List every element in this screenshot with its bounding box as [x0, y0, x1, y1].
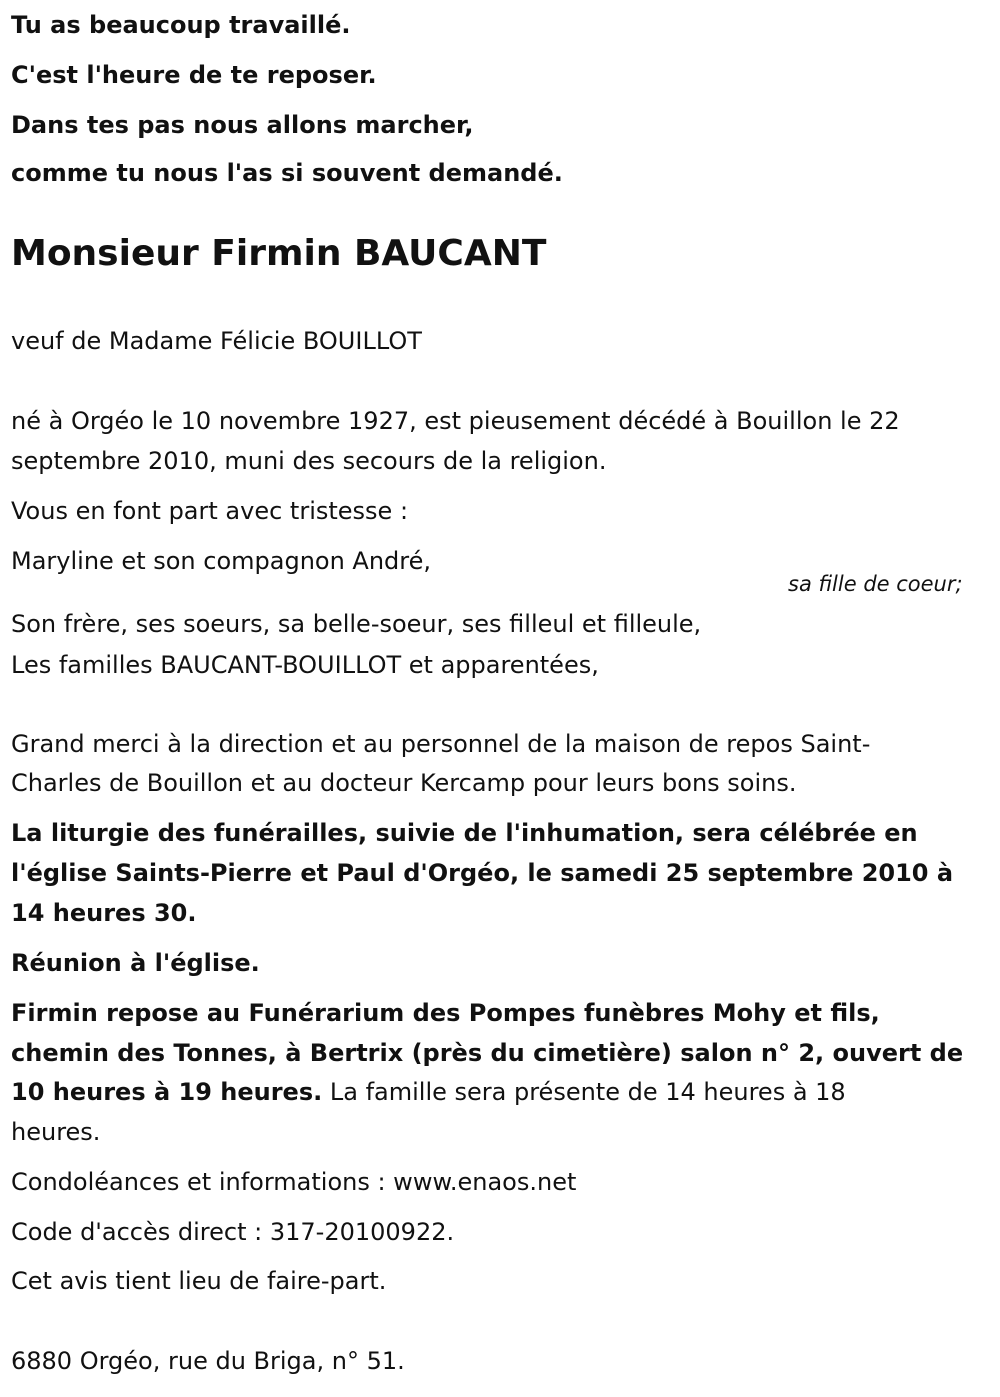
funeral-line-3: 14 heures 30.	[11, 899, 197, 927]
access-code-line: Code d'accès direct : 317-20100922.	[11, 1218, 455, 1246]
spouse-line: veuf de Madame Félicie BOUILLOT	[11, 327, 422, 355]
family-member-2: Son frère, ses soeurs, sa belle-soeur, ses filleul et filleule,	[11, 610, 702, 638]
visitation-hours: 10 heures à 19 heures.	[11, 1078, 323, 1106]
visitation-line-4: heures.	[11, 1118, 101, 1146]
thanks-line-1: Grand merci à la direction et au personnel de la maison de repos Saint-	[11, 730, 871, 758]
family-member-1-role: sa fille de coeur;	[788, 572, 963, 596]
visitation-family-presence: La famille sera présente de 14 heures à 18	[322, 1078, 846, 1106]
address-line: 6880 Orgéo, rue du Briga, n° 51.	[11, 1347, 405, 1375]
funeral-line-1: La liturgie des funérailles, suivie de l'inhumation, sera célébrée en	[11, 819, 918, 847]
birth-death-line-2: septembre 2010, muni des secours de la religion.	[11, 447, 607, 475]
family-member-1: Maryline et son compagnon André,	[11, 547, 432, 575]
poem-line-3: Dans tes pas nous allons marcher,	[11, 111, 474, 139]
thanks-line-2: Charles de Bouillon et au docteur Kercamp pour leurs bons soins.	[11, 769, 797, 797]
family-intro: Vous en font part avec tristesse :	[11, 497, 409, 525]
notice-line: Cet avis tient lieu de faire-part.	[11, 1267, 387, 1295]
funeral-line-2: l'église Saints-Pierre et Paul d'Orgéo, le samedi 25 septembre 2010 à	[11, 859, 954, 887]
condolences-line: Condoléances et informations : www.enaos.net	[11, 1168, 577, 1196]
meeting-line: Réunion à l'église.	[11, 949, 260, 977]
birth-death-line-1: né à Orgéo le 10 novembre 1927, est pieusement décédé à Bouillon le 22	[11, 407, 900, 435]
visitation-line-3	[11, 1077, 846, 1107]
visitation-line-2: chemin des Tonnes, à Bertrix (près du cimetière) salon n° 2, ouvert de	[11, 1039, 964, 1067]
visitation-line-1: Firmin repose au Funérarium des Pompes funèbres Mohy et fils,	[11, 999, 880, 1027]
poem-line-2: C'est l'heure de te reposer.	[11, 61, 377, 89]
poem-line-4: comme tu nous l'as si souvent demandé.	[11, 159, 563, 187]
family-member-3: Les familles BAUCANT-BOUILLOT et apparentées,	[11, 651, 599, 679]
poem-line-1: Tu as beaucoup travaillé.	[11, 11, 351, 39]
deceased-name: Monsieur Firmin BAUCANT	[11, 233, 547, 274]
